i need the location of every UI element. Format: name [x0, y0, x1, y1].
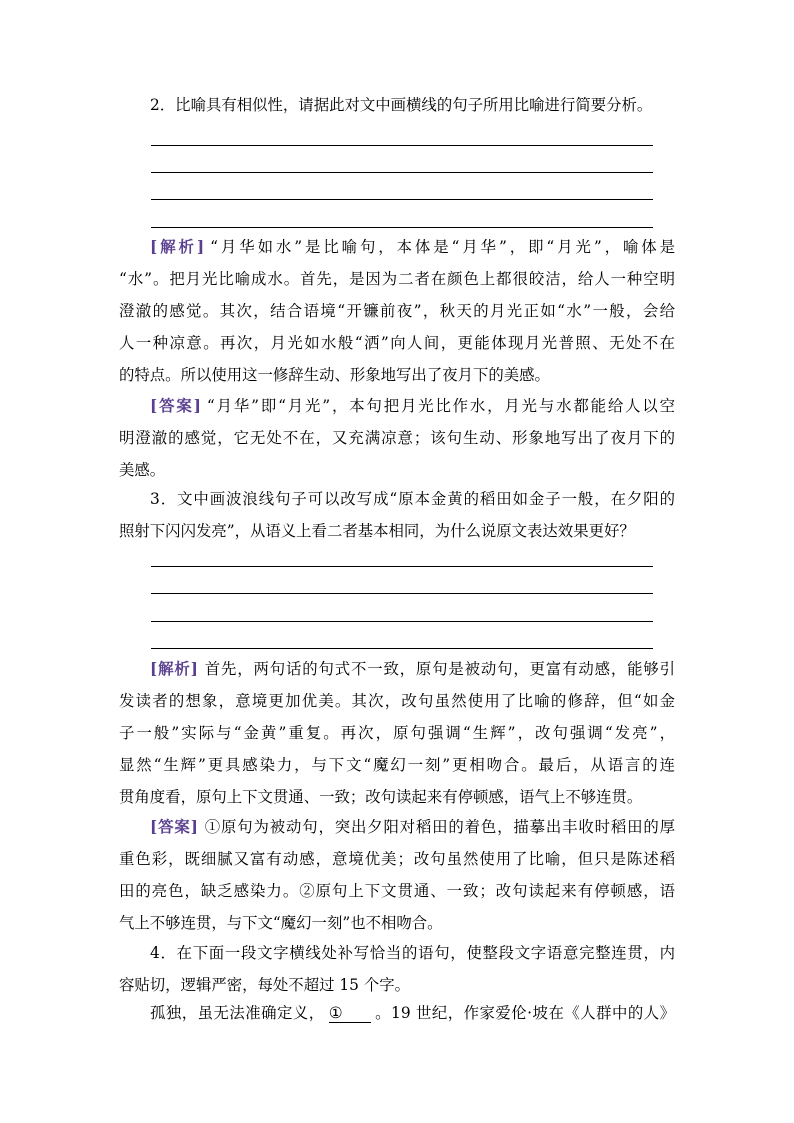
analysis-line: 的特点。所以使用这一修辞生动、形象地写出了夜月下的美感。 — [119, 366, 550, 384]
analysis-line: 贯角度看，原句上下文贯通、一致；改句读起来有停顿感，语气上不够连贯。 — [119, 788, 643, 806]
q2-answer — [119, 390, 675, 486]
answer-line-1 — [151, 145, 653, 146]
passage-line: 孤独，虽无法准确定义， ① 。19 世纪，作家爱伦·坡在《人群中的人》 — [150, 1004, 675, 1022]
question-3-line: 3．文中画波浪线句子可以改写成“原本金黄的稻田如金子一般，在夕阳的 — [150, 490, 675, 508]
question-3 — [119, 483, 675, 547]
q3-analysis — [119, 653, 675, 813]
analysis-tag: [解析] — [150, 238, 205, 256]
question-3-line: 照射下闪闪发亮”，从语义上看二者基本相同，为什么说原文表达效果更好？ — [119, 522, 635, 540]
analysis-line: 发读者的想象，意境更加优美。其次，改句虽然使用了比喻的修辞，但“如金 — [119, 692, 675, 710]
q2-analysis — [119, 231, 675, 391]
analysis-line: 显然“生辉”更具感染力，与下文“魔幻一刻”更相吻合。最后，从语言的连 — [119, 756, 675, 774]
answer-line: 重色彩，既细腻又富有动感，意境优美；改句虽然使用了比喻，但只是陈述稻 — [119, 850, 675, 868]
answer-line-2 — [151, 172, 653, 173]
answer-tag: [答案] — [150, 818, 198, 836]
question-4-line: 容贴切，逻辑严密，每处不超过 15 个字。 — [119, 976, 411, 994]
question-4 — [119, 937, 675, 1001]
answer-line-4 — [151, 227, 653, 228]
answer-line: 美感。 — [119, 461, 166, 479]
question-2-text: 2．比喻具有相似性，请据此对文中画横线的句子所用比喻进行简要分析。 — [150, 96, 653, 114]
answer-line: 田的亮色，缺乏感染力。②原句上下文贯通、一致；改句读起来有停顿感，语 — [119, 882, 675, 900]
q3-answer — [119, 811, 675, 939]
analysis-line: 人一种凉意。再次，月光如水般“洒”向人间，更能体现月光普照、无处不在 — [119, 334, 675, 352]
analysis-line: 澄澈的感觉。其次，结合语境“开镰前夜”，秋天的月光正如“水”一般，会给 — [119, 302, 675, 320]
answer-line: 气上不够连贯，与下文“魔幻一刻”也不相吻合。 — [119, 914, 443, 932]
analysis-line: [解析] 首先，两句话的句式不一致，原句是被动句，更富有动感，能够引 — [150, 660, 675, 678]
answer-line: 明澄澈的感觉，它无处不在，又充满凉意；该句生动、形象地写出了夜月下的 — [119, 429, 675, 447]
answer-line-3 — [151, 199, 653, 200]
question-2 — [119, 89, 675, 121]
analysis-line: “水”。把月光比喻成水。首先，是因为二者在颜色上都很皎洁，给人一种空明 — [119, 270, 675, 288]
answer-line: [答案] ①原句为被动句，突出夕阳对稻田的着色，描摹出丰收时稻田的厚 — [150, 818, 675, 836]
analysis-line: [解析] “月华如水”是比喻句，本体是“月华”，即“月光”，喻体是 — [150, 238, 675, 256]
fill-in-blank-1[interactable]: ① — [329, 1004, 371, 1023]
answer-line-7 — [151, 621, 653, 622]
q4-passage — [119, 997, 675, 1029]
question-4-line: 4．在下面一段文字横线处补写恰当的语句，使整段文字语意完整连贯，内 — [150, 944, 675, 962]
answer-line-6 — [151, 593, 653, 594]
answer-tag: [答案] — [150, 397, 201, 415]
analysis-tag: [解析] — [150, 660, 198, 678]
analysis-line: 子一般”实际与“金黄”重复。再次，原句强调“生辉”，改句强调“发亮”， — [119, 724, 675, 742]
answer-line-8 — [151, 648, 653, 649]
answer-line: [答案] “月华”即“月光”，本句把月光比作水，月光与水都能给人以空 — [150, 397, 675, 415]
answer-line-5 — [151, 566, 653, 567]
